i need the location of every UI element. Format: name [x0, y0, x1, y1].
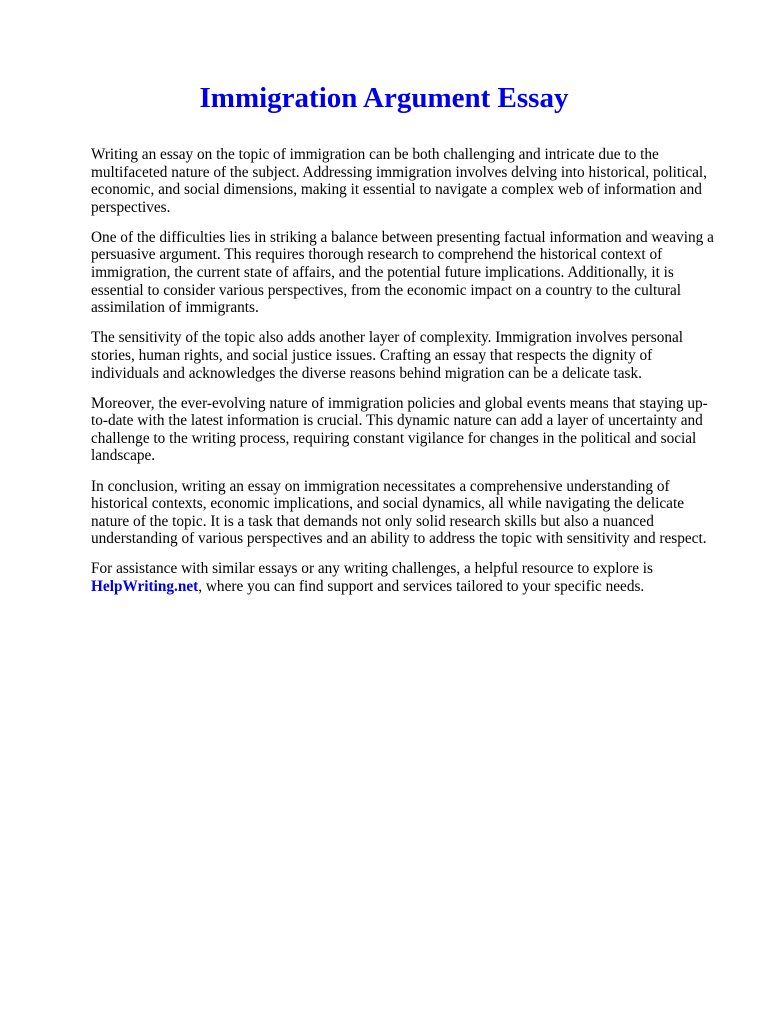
page-title: Immigration Argument Essay	[199, 82, 569, 114]
essay-body	[91, 146, 719, 608]
paragraph-sensitivity: The sensitivity of the topic also adds another layer of complexity. Immigration involves personal stories, human rights, and social justice issues. Crafting an essay that respects the dignity of individuals and acknowledges the diverse reasons behind migration can be a delicate task.	[91, 329, 684, 382]
paragraph-difficulties: One of the difficulties lies in striking a balance between presenting factual information and weaving a persuasive argument. This requires thorough research to comprehend the historical context of immigration, the current state of affairs, and the potential future implications. Additionally, it is essential to consider various perspectives, from the economic impact on a country to the cultural assimilation of immigrants.	[91, 228, 714, 317]
paragraph-intro: Writing an essay on the topic of immigration can be both challenging and intricate due to the multifaceted nature of the subject. Addressing immigration involves delving into historical, political, economic, and social dimensions, making it essential to navigate a complex web of information and perspectives.	[91, 146, 707, 216]
paragraph-evolving-nature: Moreover, the ever-evolving nature of immigration policies and global events means that staying up-to-date with the latest information is crucial. This dynamic nature can add a layer of uncertainty and challenge to the writing process, requiring constant vigilance for changes in the political and social landscape.	[91, 394, 708, 465]
closing-text-before-link: For assistance with similar essays or any writing challenges, a helpful resource to explore is	[91, 560, 654, 578]
paragraph-closing	[91, 560, 719, 595]
closing-text-after-link: , where you can find support and services tailored to your specific needs.	[198, 577, 645, 595]
paragraph-conclusion: In conclusion, writing an essay on immigration necessitates a comprehensive understanding of historical contexts, economic implications, and social dynamics, all while navigating the delicate nature of the topic. It is a task that demands not only solid research skills but also a nuanced understanding of various perspectives and an ability to address the topic with sensitivity and respect.	[91, 477, 707, 548]
helpwriting-link[interactable]: HelpWriting.net	[91, 577, 199, 595]
